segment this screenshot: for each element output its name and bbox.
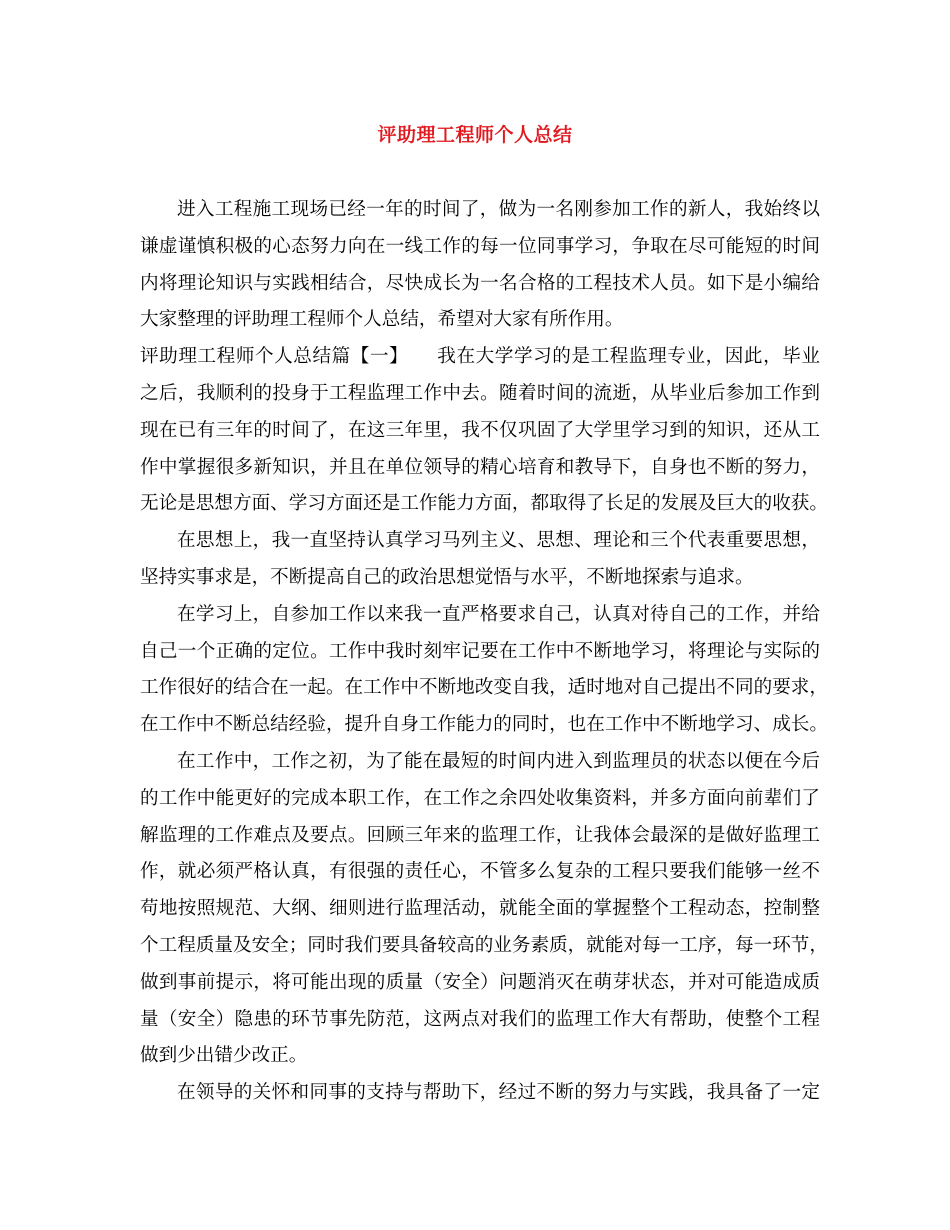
body-text-line: 工作很好的结合在一起。在工作中不断地改变自我，适时地对自己提出不同的要求， [140,677,828,699]
body-text-line: 在思想上，我一直坚持认真学习马列主义、思想、理论和三个代表重要思想， [177,530,820,552]
document-body [140,192,828,1112]
body-text-line: 现在已有三年的时间了，在这三年里，我不仅巩固了大学里学习到的知识，还从工 [140,419,820,441]
body-text-line: 进入工程施工现场已经一年的时间了，做为一名刚参加工作的新人，我始终以 [177,199,820,220]
body-text-line: 坚持实事求是，不断提高自己的政治思想觉悟与水平，不断地探索与追求。 [140,566,754,588]
body-text-line: 个工程质量及安全；同时我们要具备较高的业务素质，就能对每一工序，每一环节， [140,934,828,956]
body-text-line: 评助理工程师个人总结篇【一】 我在大学学习的是工程监理专业，因此，毕业 [140,346,820,368]
body-text-line: 大家整理的评助理工程师个人总结，希望对大家有所作用。 [140,309,624,331]
body-text-line: 苟地按照规范、大纲、细则进行监理活动，就能全面的掌握整个工程动态，控制整 [140,898,820,920]
body-text-line: 在工作中不断总结经验，提升自身工作能力的同时，也在工作中不断地学习、成长。 [140,714,828,736]
body-text-line: 作中掌握很多新知识，并且在单位领导的精心培育和教导下，自身也不断的努力， [140,456,820,478]
document-title: 评助理工程师个人总结 [377,124,573,146]
body-text-line: 内将理论知识与实践相结合，尽快成长为一名合格的工程技术人员。如下是小编给 [140,272,820,294]
body-text-line: 自己一个正确的定位。工作中我时刻牢记要在工作中不断地学习，将理论与实际的 [140,640,820,662]
body-text-line: 在工作中，工作之初，为了能在最短的时间内进入到监理员的状态以便在今后 [177,750,820,772]
body-text-line: 作，就必须严格认真，有很强的责任心，不管多么复杂的工程只要我们能够一丝不 [140,861,820,883]
body-text-line: 解监理的工作难点及要点。回顾三年来的监理工作，让我体会最深的是做好监理工 [140,824,820,846]
body-text-line: 做到少出错少改正。 [140,1045,308,1067]
body-text-line: 的工作中能更好的完成本职工作，在工作之余四处收集资料，并多方面向前辈们了 [140,787,820,809]
body-text-line: 无论是思想方面、学习方面还是工作能力方面，都取得了长足的发展及巨大的收获。 [140,493,828,515]
body-text-line: 在学习上，自参加工作以来我一直严格要求自己，认真对待自己的工作，并给 [177,603,820,625]
body-text-line: 在领导的关怀和同事的支持与帮助下，经过不断的努力与实践，我具备了一定 [177,1082,820,1104]
body-text-line: 做到事前提示，将可能出现的质量（安全）问题消灭在萌芽状态，并对可能造成质 [140,971,820,993]
body-text-line: 量（安全）隐患的环节事先防范，这两点对我们的监理工作大有帮助，使整个工程 [140,1008,820,1030]
body-text-line: 谦虚谨慎积极的心态努力向在一线工作的每一位同事学习，争取在尽可能短的时间 [140,235,820,257]
body-text-line: 之后，我顺利的投身于工程监理工作中去。随着时间的流逝，从毕业后参加工作到 [140,382,820,404]
